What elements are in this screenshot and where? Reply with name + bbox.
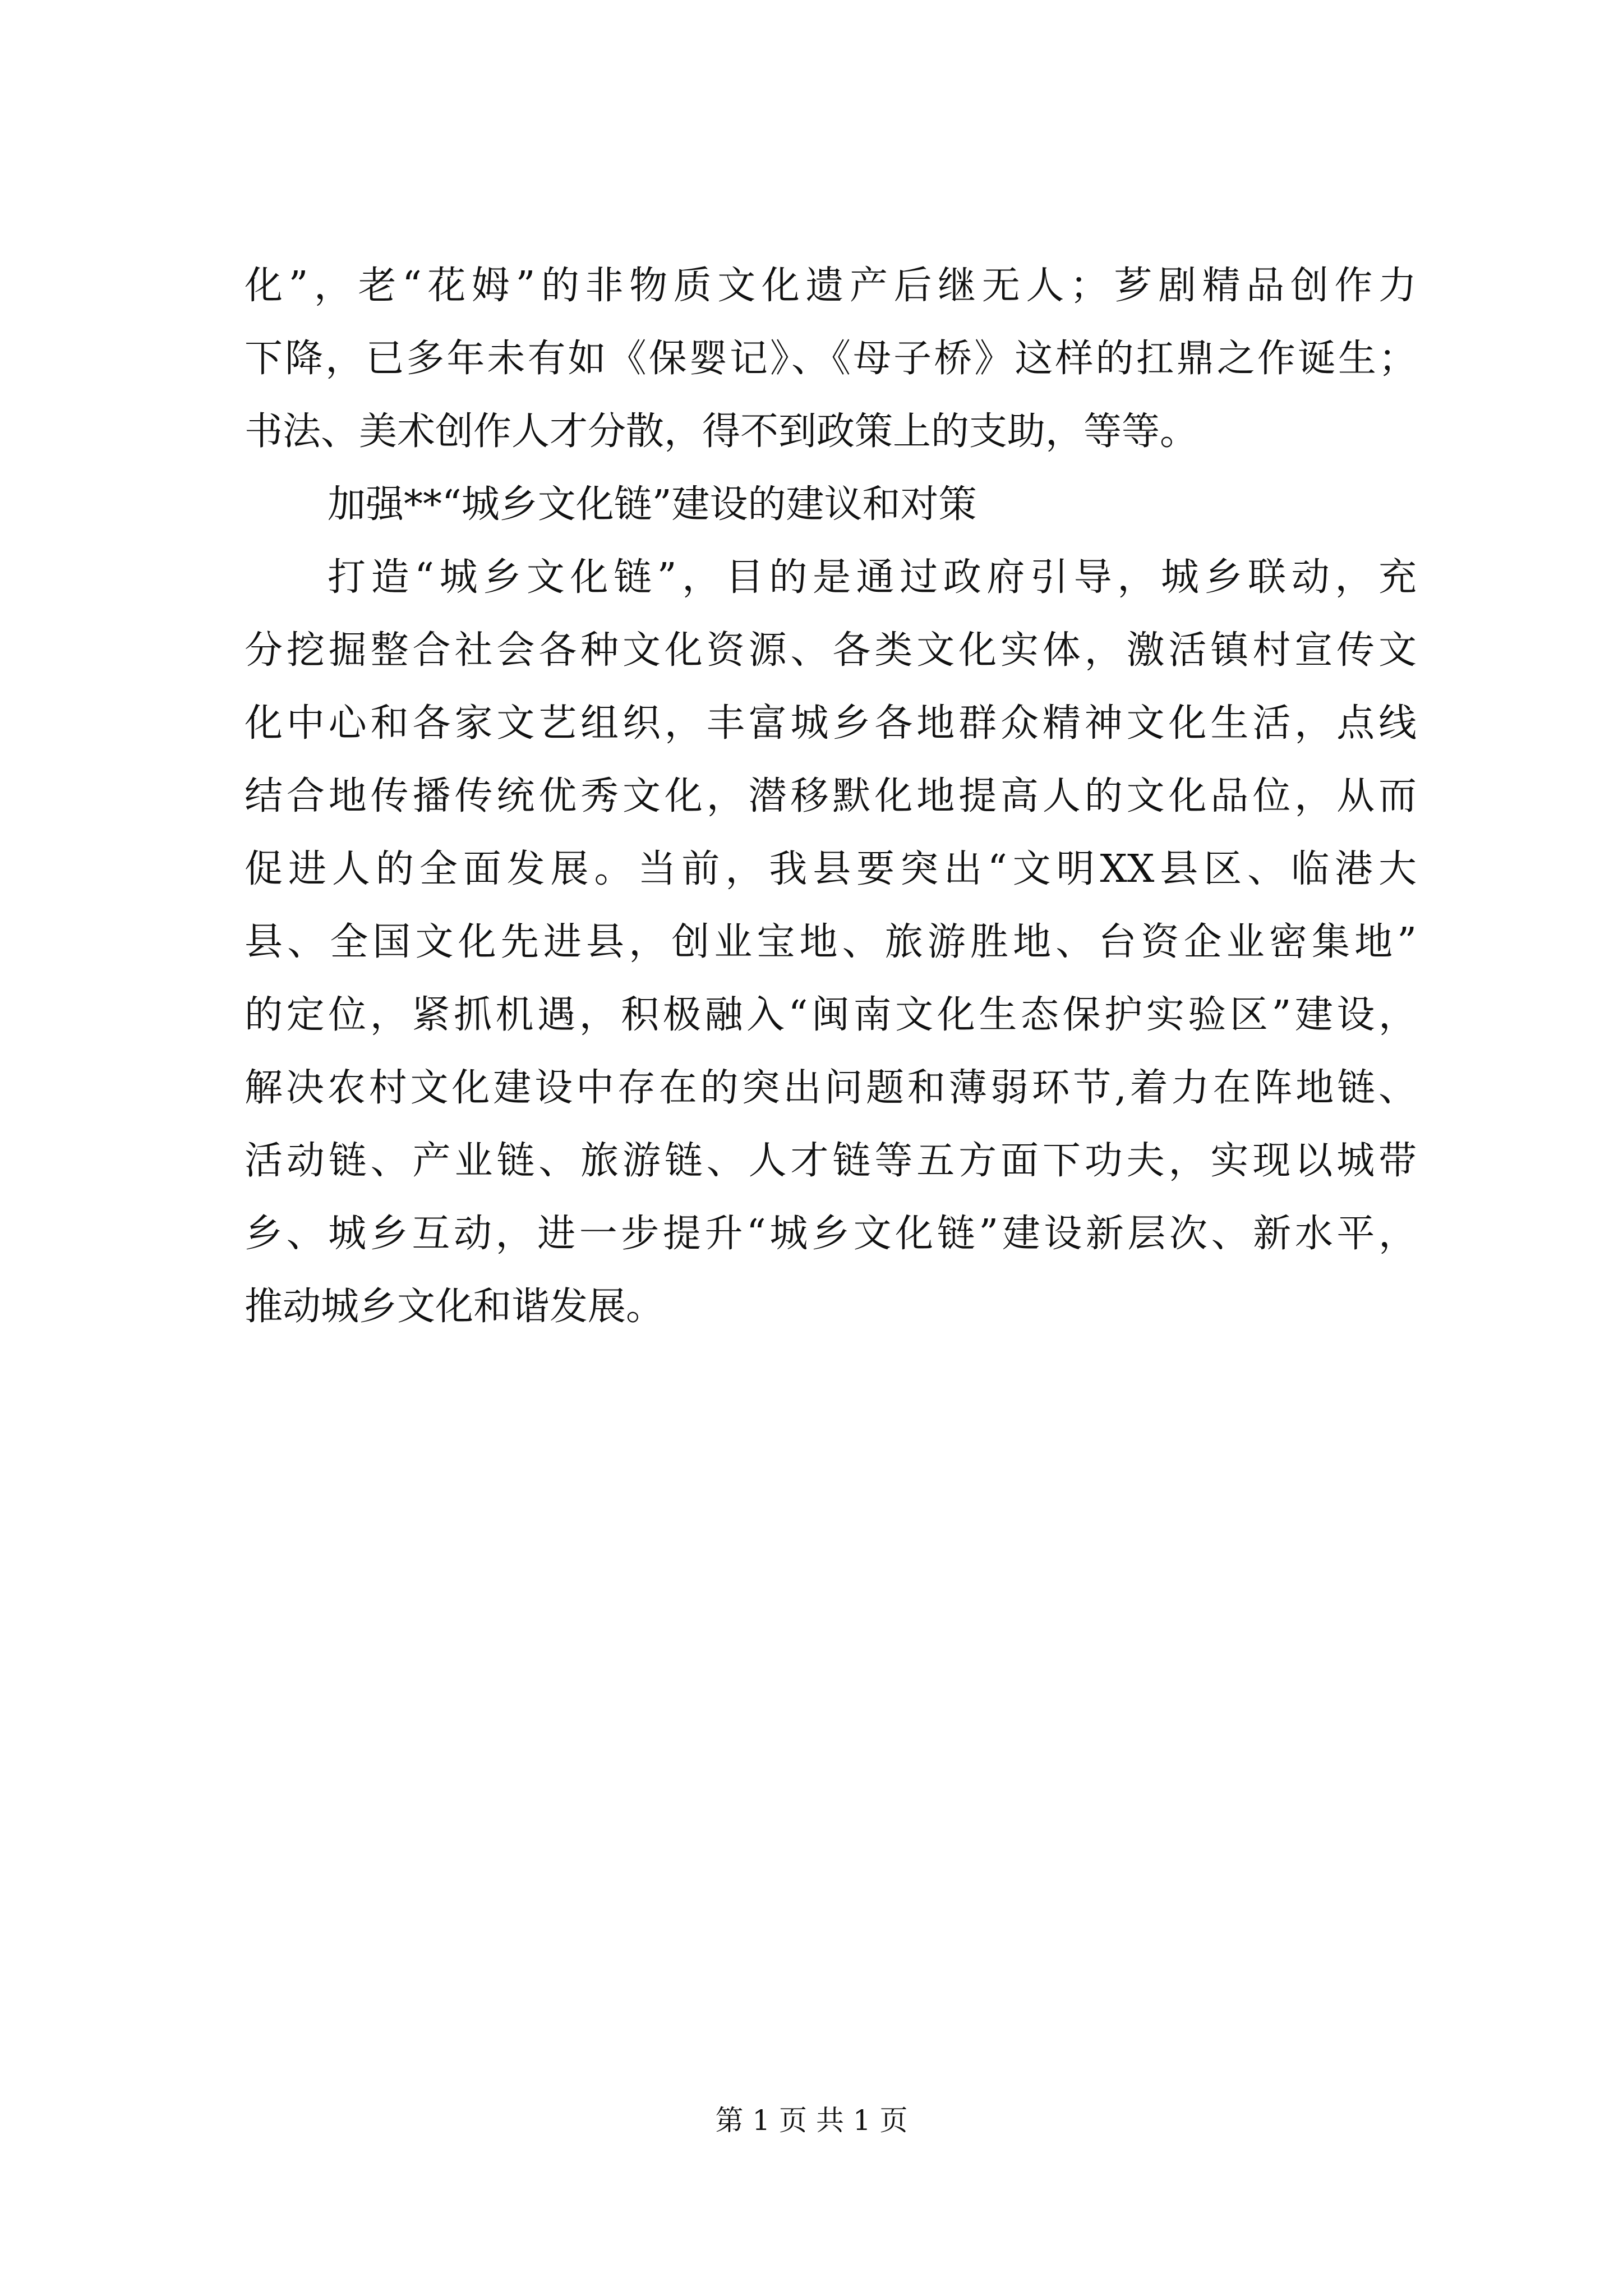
page-number-footer: 第 1 页 共 1 页 xyxy=(715,2104,908,2137)
text-line: 乡、城乡互动，进一步提升“城乡文化链”建设新层次、新水平， xyxy=(245,1212,1417,1256)
text-line: 化中心和各家文艺组织，丰富城乡各地群众精神文化生活，点线 xyxy=(245,701,1417,746)
text-line: 的定位，紧抓机遇，积极融入“闽南文化生态保护实验区”建设， xyxy=(245,993,1417,1037)
text-line: 分挖掘整合社会各种文化资源、各类文化实体，激活镇村宣传文 xyxy=(245,628,1417,673)
document-body xyxy=(245,250,1417,1343)
text-line: 书法、美术创作人才分散，得不到政策上的支助，等等。 xyxy=(245,409,1198,454)
section-heading: 加强**“城乡文化链”建设的建议和对策 xyxy=(328,482,977,527)
text-line: 县、全国文化先进县，创业宝地、旅游胜地、台资企业密集地” xyxy=(245,920,1417,964)
text-line: 促进人的全面发展。当前，我县要突出“文明XX县区、临港大 xyxy=(245,847,1417,891)
text-line: 打造“城乡文化链”，目的是通过政府引导，城乡联动，充 xyxy=(328,555,1417,600)
text-line: 推动城乡文化和谐发展。 xyxy=(245,1285,665,1329)
text-line: 活动链、产业链、旅游链、人才链等五方面下功夫，实现以城带 xyxy=(245,1139,1417,1183)
text-line: 结合地传播传统优秀文化，潜移默化地提高人的文化品位，从而 xyxy=(245,774,1417,818)
text-line: 解决农村文化建设中存在的突出问题和薄弱环节,着力在阵地链、 xyxy=(245,1066,1417,1110)
text-line: 下降，已多年未有如《保婴记》、《母子桥》这样的扛鼎之作诞生； xyxy=(245,337,1417,381)
text-line: 化”，老“花姆”的非物质文化遗产后继无人；芗剧精品创作力 xyxy=(245,264,1417,308)
